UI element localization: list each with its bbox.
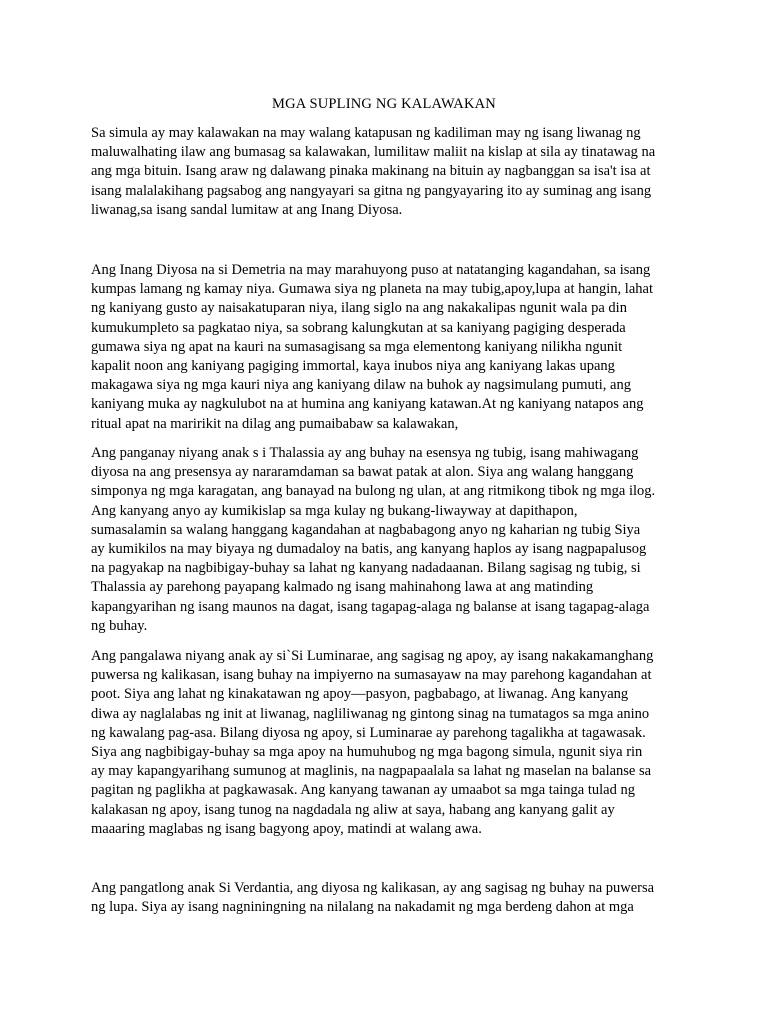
document-title: MGA SUPLING NG KALAWAKAN	[272, 96, 496, 112]
paragraph-thalassia: Ang panganay niyang anak s i Thalassia ay ang buhay na esensya ng tubig, isang mahiwagang diyosa na ang presensya ay nararamdaman sa bawat patak at alon. Siya ang walang hanggang simponya ng mga karagatan, ang banayad na bulong ng ulan, at ang ritmikong tibok ng mga ilog. Ang kanyang anyo ay kumikislap sa mga kulay ng bukang-liwayway at dapithapon, sumasalamin sa walang hanggang kagandahan at nagbabagong anyo ng kaharian ng tubig Siya ay kumikilos na may biyaya ng dumadaloy na batis, ang kanyang haplos ay isang nagpapalusog na pagyakap na nagbibigay-buhay sa lahat ng kanyang nadadaanan. Bilang sagisag ng tubig, si Thalassia ay parehong payapang kalmado ng isang mahinahong lawa at ang matinding kapangyarihan ng isang maunos na dagat, isang tagapag-alaga ng balanse at isang tagapag-alaga ng buhay.	[91, 445, 656, 634]
paragraph-origin: Sa simula ay may kalawakan na may walang katapusan ng kadiliman may ng isang liwanag ng maluwalhating ilaw ang bumasag sa kalawakan, lumilitaw maliit na kislap at sila ay tinatawag na ang mga bituin. Isang araw ng dalawang pinaka makinang na bituin ay nagbanggan sa isa't isa at isang malalakihang pagsabog ang nangyayari sa gitna ng pangyayaring ito ay suminag ang isang liwanag,sa isang sandal lumitaw at ang Inang Diyosa.	[91, 125, 656, 218]
paragraph-luminarae: Ang pangalawa niyang anak ay si`Si Luminarae, ang sagisag ng apoy, ay isang nakakamanghang puwersa ng kalikasan, isang buhay na impiyerno na sumasayaw na may parehong kagandahan at poot. Siya ang lahat ng kinakatawan ng apoy—pasyon, pagbabago, at liwanag. Ang kanyang diwa ay naglalabas ng init at liwanag, nagliliwanag ng gintong sinag na tumatagos sa mga anino ng kawalang pag-asa. Bilang diyosa ng apoy, si Luminarae ay parehong tagalikha at tagawasak. Siya ang nagbibigay-buhay sa mga apoy na humuhubog ng mga bagong simula, ngunit siya rin ay may kapangyarihang sumunog at maglinis, na nagpapaalala sa lahat ng maselan na balanse sa pagitan ng paglikha at pagkawasak. Ang kanyang tawanan ay umaabot sa mga tainga tulad ng kalakasan ng apoy, isang tunog na nagdadala ng aliw at saya, habang ang kanyang galit ay maaaring maglabas ng isang bagyong apoy, matindi at walang awa.	[91, 648, 654, 837]
paragraph-demetria: Ang Inang Diyosa na si Demetria na may marahuyong puso at natatanging kagandahan, sa isang kumpas lamang ng kamay niya. Gumawa siya ng planeta na may tubig,apoy,lupa at hangin, lahat ng kaniyang gusto ay naisakatuparan niya, ilang siglo na ang nakakalipas ngunit wala pa din kumukumpleto sa pagkatao niya, sa sobrang kalungkutan at sa kaniyang pagiging desperada gumawa siya ng apat na kauri na sumasagisang sa mga elementong kaniyang nilikha ngunit kapalit noon ang kaniyang pagiging immortal, kaya inubos niya ang kaniyang lakas upang makagawa siya ng mga kauri niya ang kaniyang dilaw na buhok ay nagsimulang pumuti, ang kaniyang muka ay nagkulubot na at humina ang kaniyang katawan.At ng kaniyang natapos ang ritual apat na maririkit na dilag ang pumaibabaw sa kalawakan,	[91, 262, 653, 432]
paragraph-verdantia: Ang pangatlong anak Si Verdantia, ang diyosa ng kalikasan, ay ang sagisag ng buhay na puwersa ng lupa. Siya ay isang nagniningning na nilalang na nakadamit ng mga berdeng dahon at mga	[91, 880, 655, 916]
